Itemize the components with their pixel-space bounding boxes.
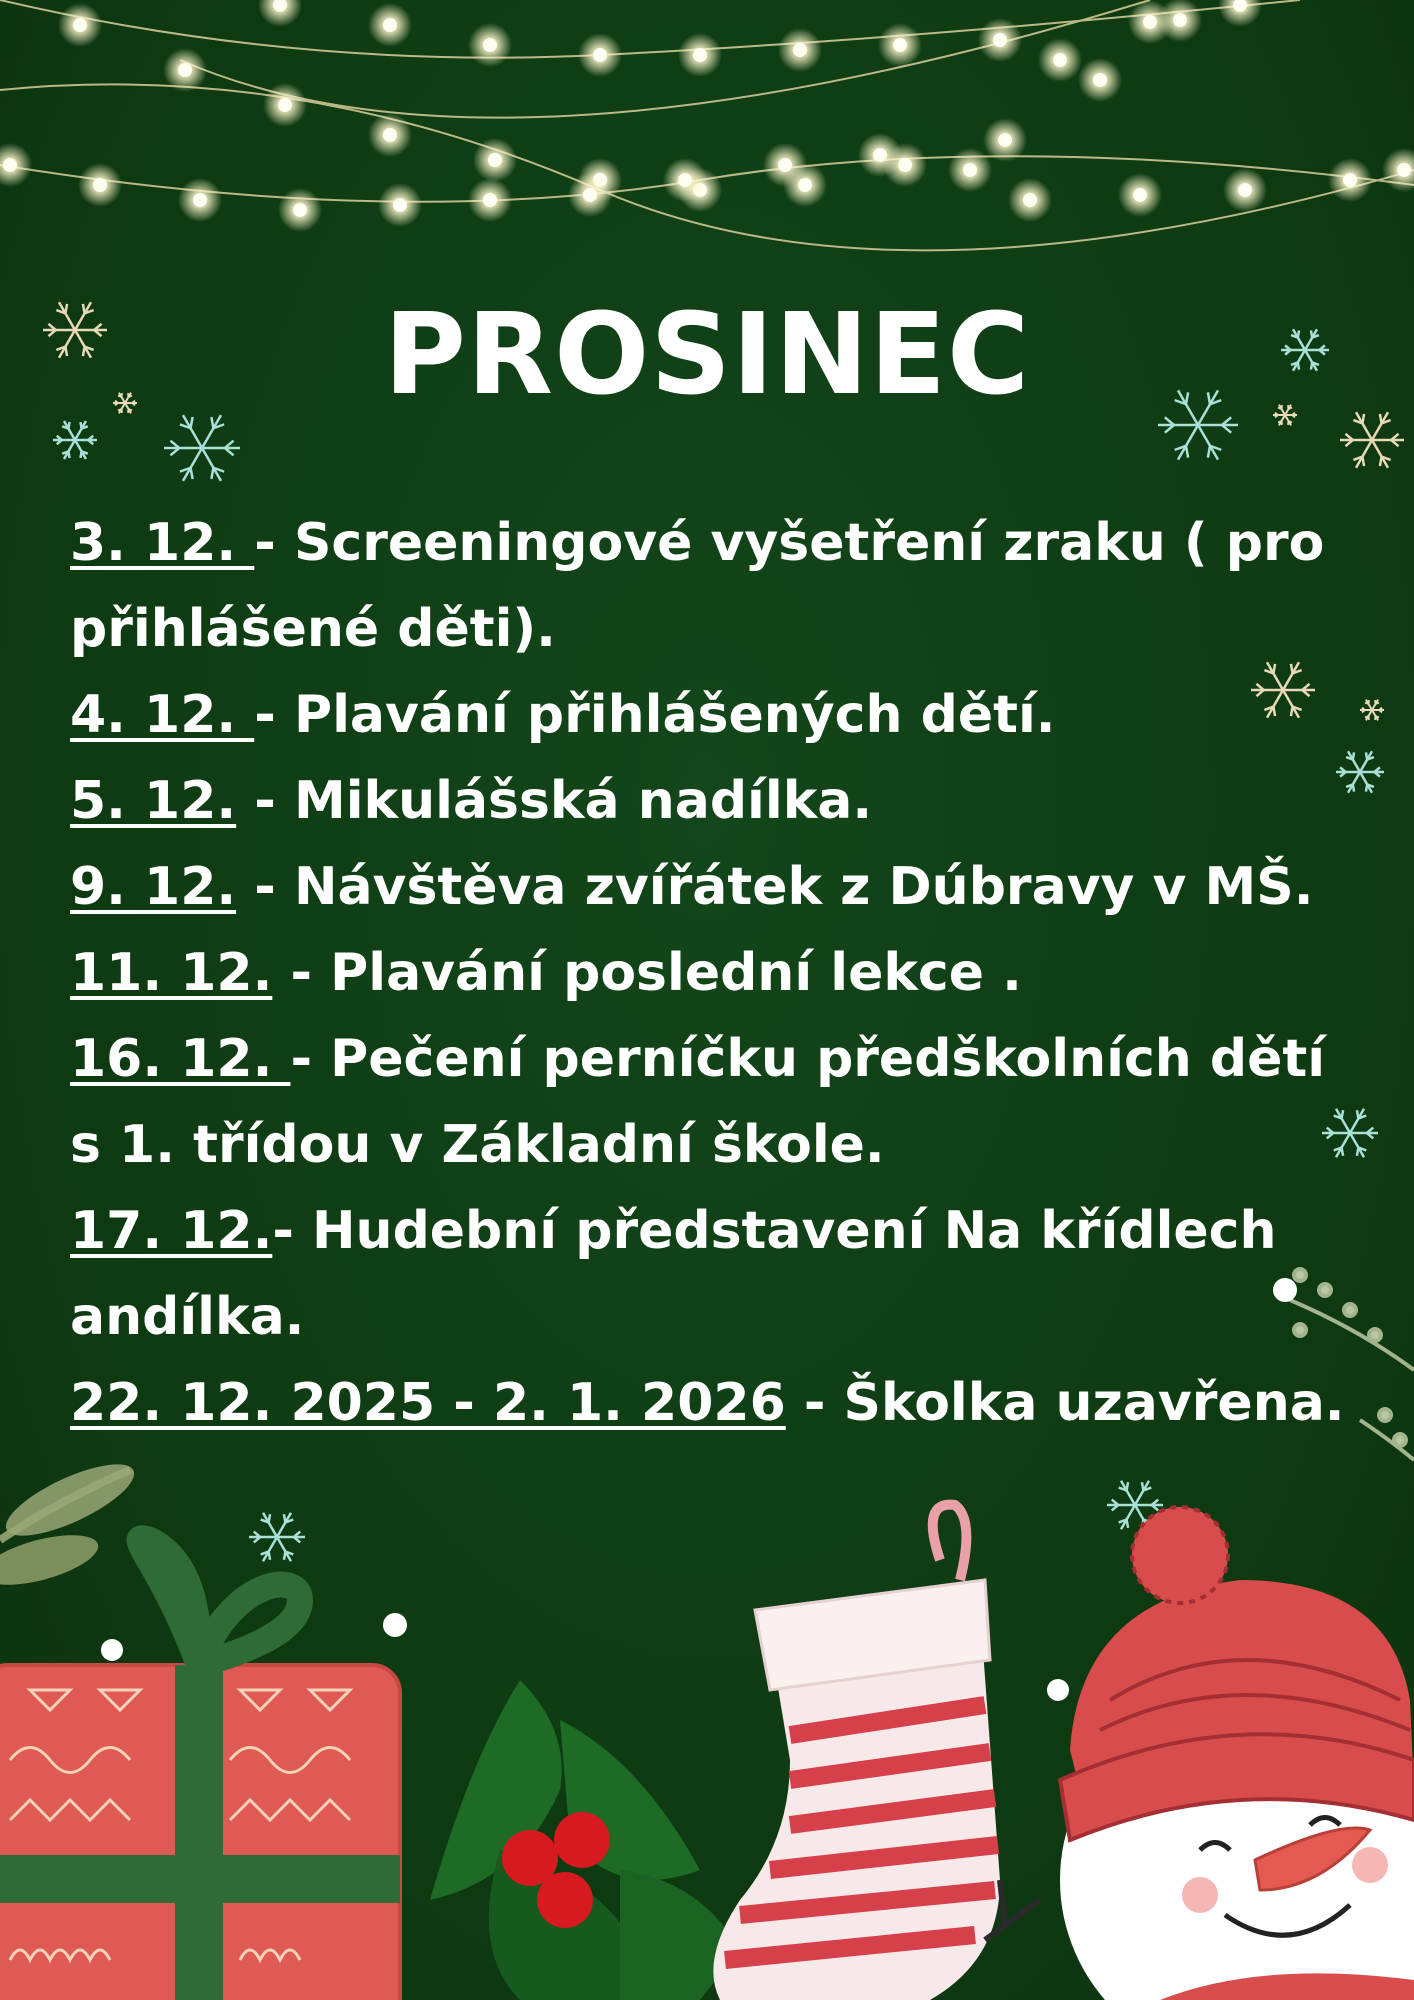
event-description: - Plavání poslední lekce .	[272, 943, 1022, 1003]
event-description: - Návštěva zvířátek z Dúbravy v MŠ.	[236, 857, 1314, 917]
event-date: 3. 12.	[70, 513, 255, 573]
event-description: andílka.	[70, 1287, 305, 1347]
holly-icon	[430, 1680, 740, 2000]
event-description: - Hudební představení Na křídlech	[272, 1201, 1277, 1261]
event-date: 11. 12.	[70, 943, 273, 1003]
leaf-branch-icon	[0, 1450, 143, 1594]
event-description: - Pečení perníčku předškolních dětí	[290, 1029, 1326, 1089]
event-description: - Mikulášská nadílka.	[236, 771, 873, 831]
event-date: 16. 12.	[70, 1029, 291, 1089]
event-description: s 1. třídou v Základní škole.	[70, 1115, 885, 1175]
event-date: 9. 12.	[70, 857, 237, 917]
event-description: přihlášené děti).	[70, 599, 556, 659]
leaf-branch-icon	[1290, 1269, 1414, 1460]
stocking-icon	[713, 1505, 1000, 2000]
page-title: PROSINEC	[383, 290, 1031, 420]
snowman-icon	[985, 1507, 1414, 2000]
event-date: 17. 12.	[70, 1201, 273, 1261]
event-date: 4. 12.	[70, 685, 255, 745]
event-description: - Screeningové vyšetření zraku ( pro	[254, 513, 1325, 573]
event-date: 22. 12. 2025 - 2. 1. 2026	[70, 1373, 786, 1433]
event-date: 5. 12.	[70, 771, 237, 831]
gift-icon	[0, 1538, 400, 2000]
event-description: - Školka uzavřena.	[785, 1373, 1345, 1433]
event-description: - Plavání přihlášených dětí.	[254, 685, 1056, 745]
